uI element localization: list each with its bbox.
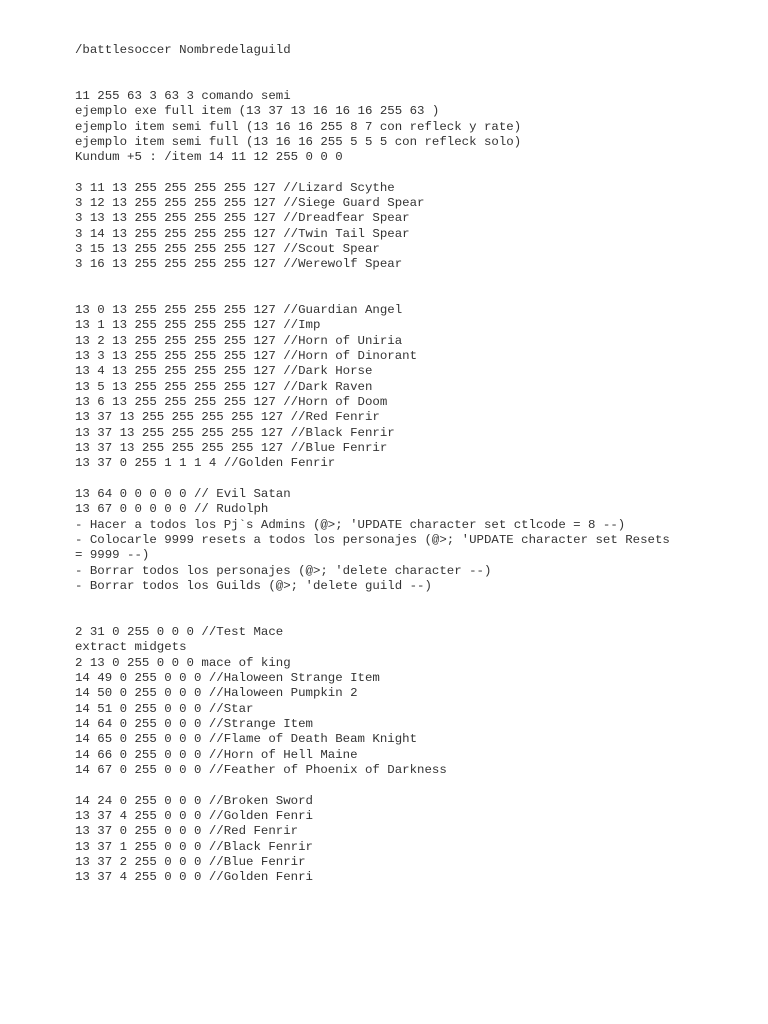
text-line: 3 12 13 255 255 255 255 127 //Siege Guard Spear	[75, 196, 425, 210]
text-line: 3 15 13 255 255 255 255 127 //Scout Spear	[75, 242, 380, 256]
text-line: 14 51 0 255 0 0 0 //Star	[75, 702, 254, 716]
text-line: 13 37 4 255 0 0 0 //Golden Fenri	[75, 870, 313, 884]
text-line: 13 3 13 255 255 255 255 127 //Horn of Dinorant	[75, 349, 418, 363]
text-line: - Borrar todos los Guilds (@>; 'delete guild --)	[75, 579, 432, 593]
text-line: 14 24 0 255 0 0 0 //Broken Sword	[75, 794, 313, 808]
text-line: - Borrar todos los personajes (@>; 'delete character --)	[75, 564, 492, 578]
text-line: 11 255 63 3 63 3 comando semi	[75, 89, 291, 103]
text-line: 13 6 13 255 255 255 255 127 //Horn of Doom	[75, 395, 388, 409]
text-line: 13 37 1 255 0 0 0 //Black Fenrir	[75, 840, 313, 854]
text-line: ejemplo item semi full (13 16 16 255 8 7 con refleck y rate)	[75, 120, 522, 134]
text-line: 13 37 4 255 0 0 0 //Golden Fenri	[75, 809, 313, 823]
text-line: 3 16 13 255 255 255 255 127 //Werewolf Spear	[75, 257, 403, 271]
text-line: 14 50 0 255 0 0 0 //Haloween Pumpkin 2	[75, 686, 358, 700]
text-line: 14 64 0 255 0 0 0 //Strange Item	[75, 717, 313, 731]
text-line: Kundum +5 : /item 14 11 12 255 0 0 0	[75, 150, 343, 164]
text-line: - Hacer a todos los Pj`s Admins (@>; 'UPDATE character set ctlcode = 8 --)	[75, 518, 626, 532]
text-line: 13 4 13 255 255 255 255 127 //Dark Horse	[75, 364, 373, 378]
text-line: - Colocarle 9999 resets a todos los personajes (@>; 'UPDATE character set Resets	[75, 533, 670, 547]
text-line: = 9999 --)	[75, 548, 150, 562]
text-line: 3 11 13 255 255 255 255 127 //Lizard Scythe	[75, 181, 395, 195]
text-line: 14 67 0 255 0 0 0 //Feather of Phoenix of Darkness	[75, 763, 447, 777]
text-line: 13 37 0 255 0 0 0 //Red Fenrir	[75, 824, 299, 838]
text-line: 13 37 13 255 255 255 255 127 //Red Fenrir	[75, 410, 380, 424]
text-line: extract midgets	[75, 640, 187, 654]
text-line: 13 37 13 255 255 255 255 127 //Black Fenrir	[75, 426, 395, 440]
text-line: 13 64 0 0 0 0 0 // Evil Satan	[75, 487, 291, 501]
text-line: 14 65 0 255 0 0 0 //Flame of Death Beam Knight	[75, 732, 418, 746]
text-line: 13 1 13 255 255 255 255 127 //Imp	[75, 318, 321, 332]
text-line: 13 37 13 255 255 255 255 127 //Blue Fenrir	[75, 441, 388, 455]
text-line: ejemplo exe full item (13 37 13 16 16 16 255 63 )	[75, 104, 440, 118]
text-line: 13 67 0 0 0 0 0 // Rudolph	[75, 502, 269, 516]
text-line: 2 31 0 255 0 0 0 //Test Mace	[75, 625, 284, 639]
text-line: 13 37 0 255 1 1 1 4 //Golden Fenrir	[75, 456, 336, 470]
text-line: 3 14 13 255 255 255 255 127 //Twin Tail Spear	[75, 227, 410, 241]
text-line: 2 13 0 255 0 0 0 mace of king	[75, 656, 291, 670]
text-line: 13 5 13 255 255 255 255 127 //Dark Raven	[75, 380, 373, 394]
text-line: ejemplo item semi full (13 16 16 255 5 5 5 con refleck solo)	[75, 135, 522, 149]
text-line: 3 13 13 255 255 255 255 127 //Dreadfear Spear	[75, 211, 410, 225]
document-title: /battlesoccer Nombredelaguild	[75, 43, 291, 57]
text-line: 14 66 0 255 0 0 0 //Horn of Hell Maine	[75, 748, 358, 762]
text-line: 13 37 2 255 0 0 0 //Blue Fenrir	[75, 855, 306, 869]
text-line: 13 2 13 255 255 255 255 127 //Horn of Uniria	[75, 334, 403, 348]
text-line: 14 49 0 255 0 0 0 //Haloween Strange Item	[75, 671, 380, 685]
text-line: 13 0 13 255 255 255 255 127 //Guardian Angel	[75, 303, 403, 317]
